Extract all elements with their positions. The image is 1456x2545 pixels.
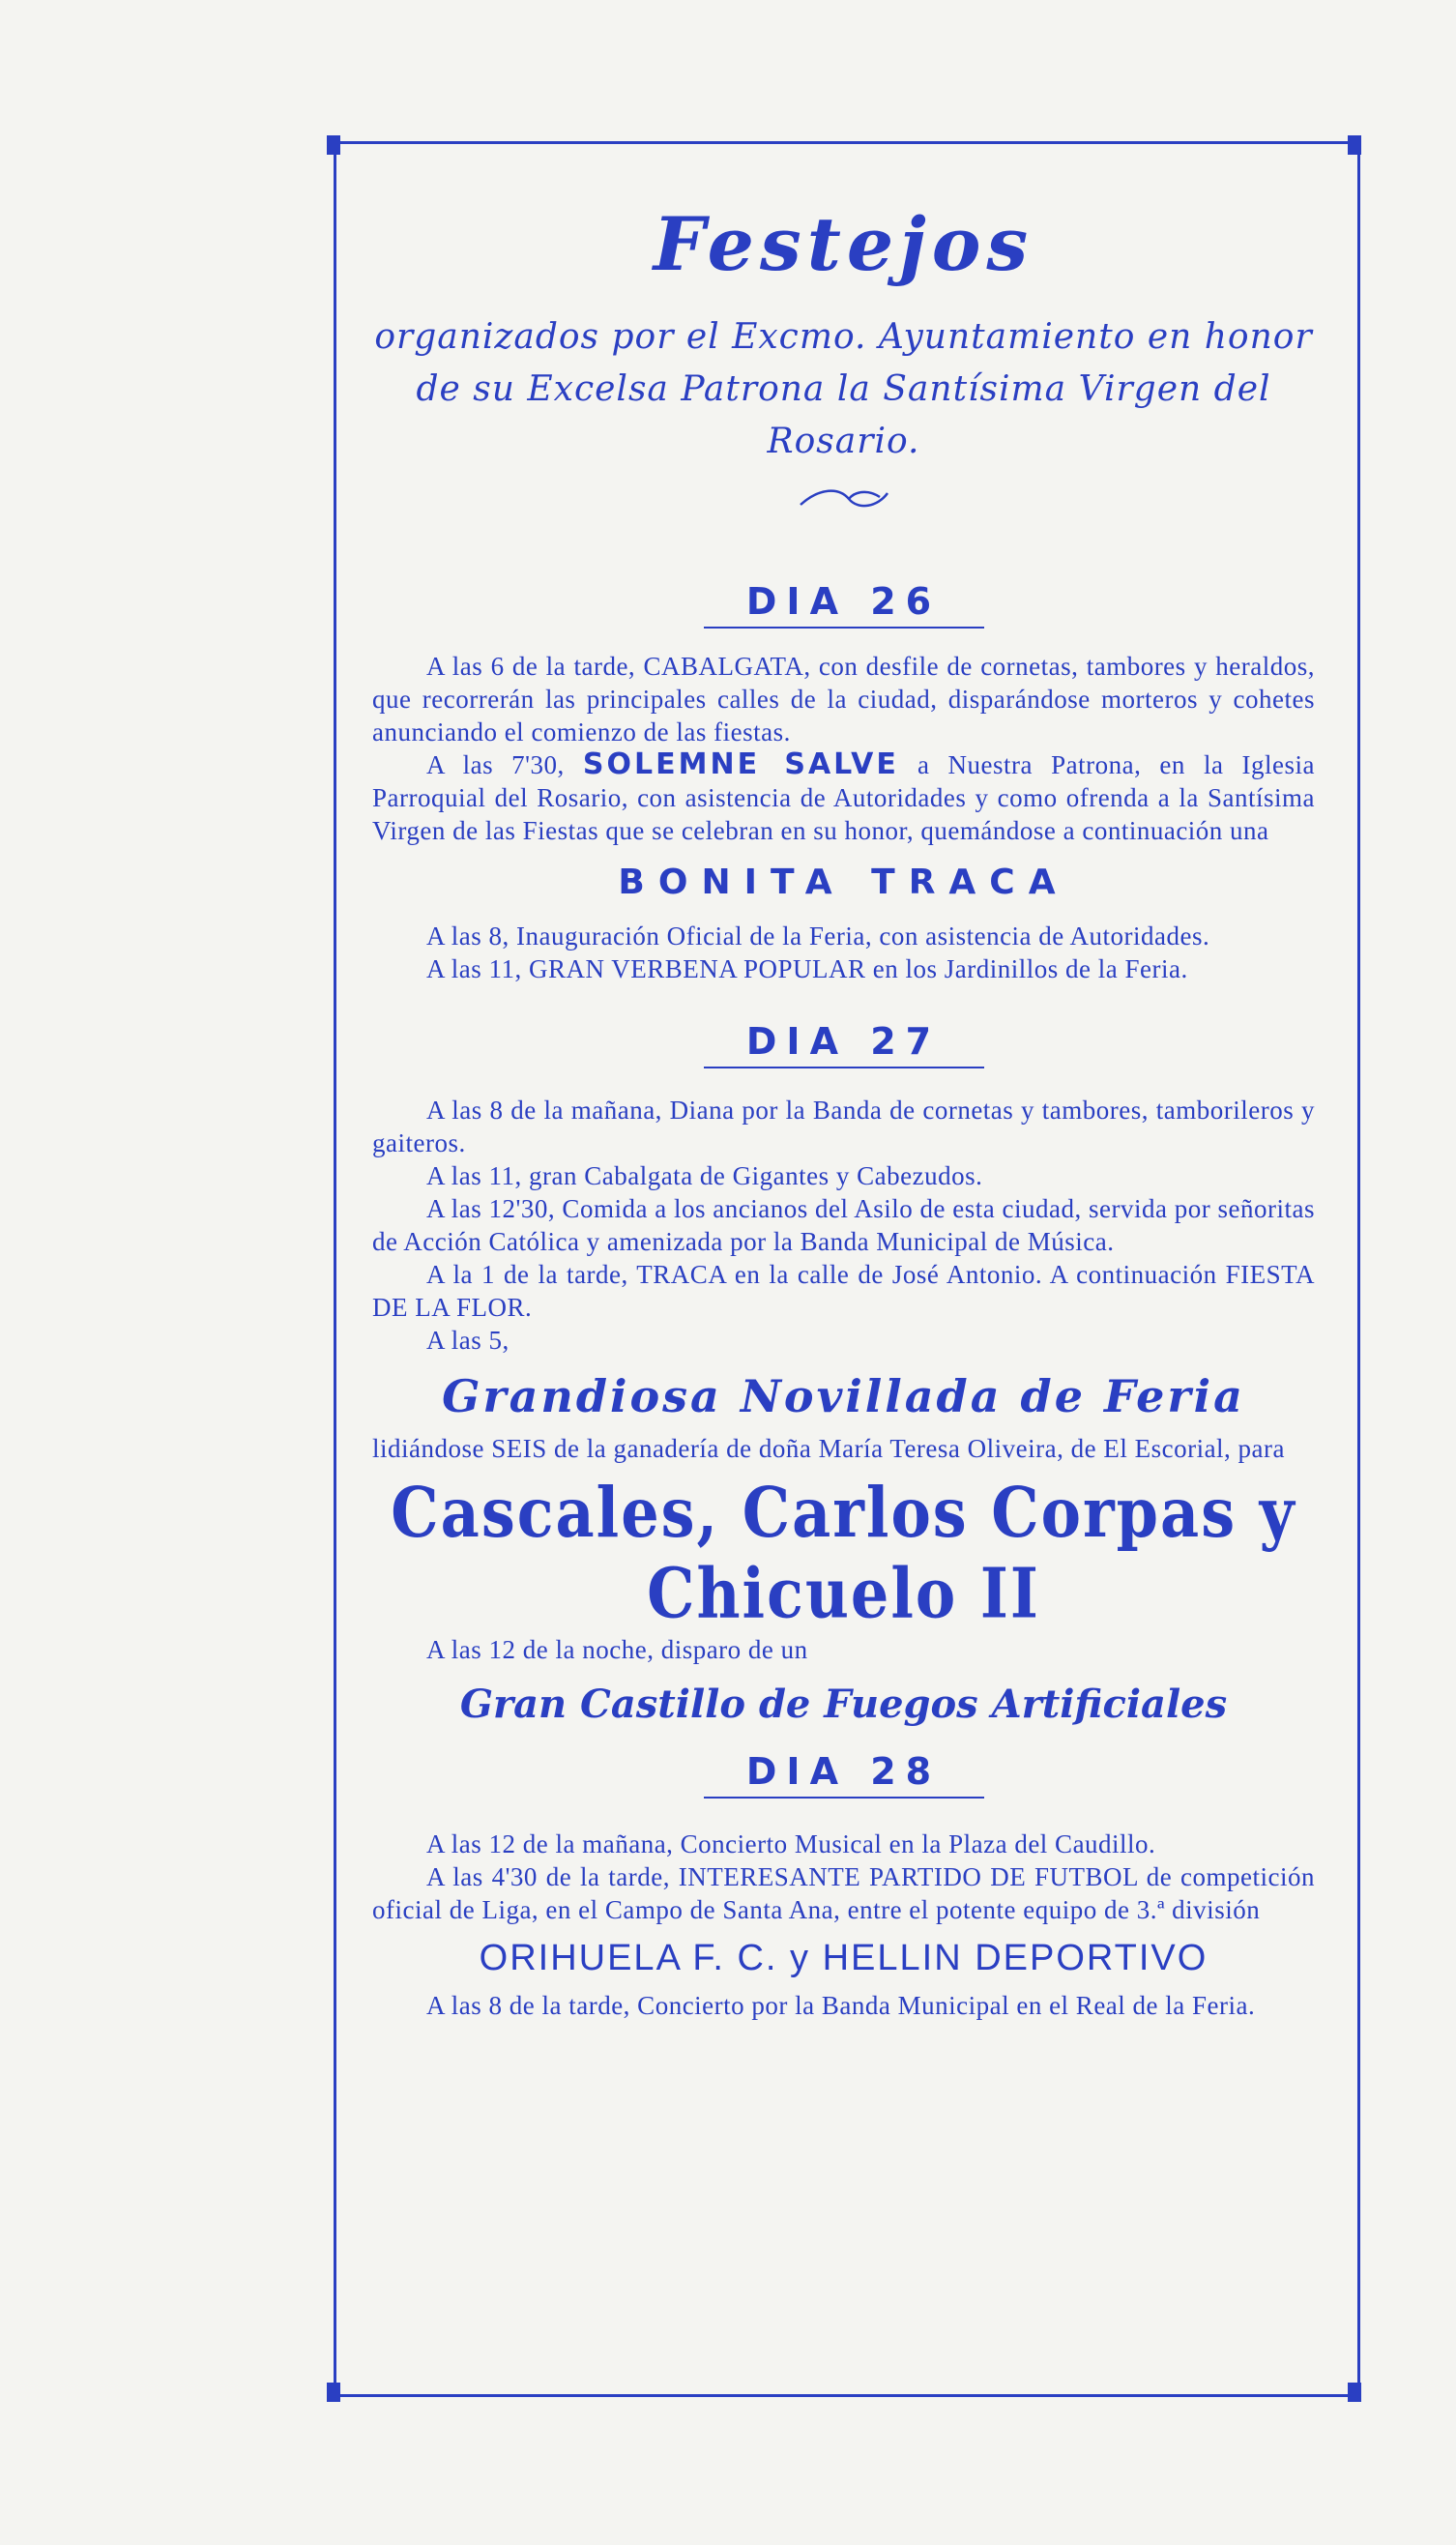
corner-ornament-bottom-left: [327, 2383, 340, 2402]
day-27-diana: A las 8 de la mañana, Diana por la Banda de cornetas y tambores, tamborileros y gaiteros.: [372, 1096, 1315, 1157]
day-26-salve: [372, 748, 1315, 847]
day-27-gigantes: A las 11, gran Cabalgata de Gigantes y Cabezudos.: [426, 1161, 983, 1190]
day-28-concierto: A las 12 de la mañana, Concierto Musical en la Plaza del Caudillo.: [426, 1829, 1156, 1858]
day-26-heading: DIA 26: [745, 580, 942, 623]
flourish-ornament: [372, 478, 1315, 545]
day-28-section: [372, 1750, 1315, 2022]
novillada-banner: Grandiosa Novillada de Feria: [442, 1370, 1245, 1422]
castillo-banner: Gran Castillo de Fuegos Artificiales: [459, 1682, 1228, 1727]
day-27-heading: DIA 27: [745, 1020, 942, 1063]
day-27-comida: A las 12'30, Comida a los ancianos del Asilo de esta ciudad, servida por señoritas de Acción Católica y amenizada por la Banda Municipal de Música.: [372, 1194, 1315, 1256]
day-28-heading: DIA 28: [745, 1750, 942, 1793]
salve-highlight: SOLEMNE SALVE: [582, 747, 899, 781]
intro-text: organizados por el Excmo. Ayuntamiento en honor de su Excelsa Patrona la Santísima Virgen del Rosario.: [374, 317, 1313, 461]
corner-ornament-top-left: [327, 135, 340, 155]
day-28-futbol: A las 4'30 de la tarde, INTERESANTE PARTIDO DE FUTBOL de competición oficial de Liga, en el Campo de Santa Ana, entre el potente equipo de 3.ª división: [372, 1862, 1315, 1924]
corner-ornament-top-right: [1348, 135, 1361, 155]
day-27-section: [372, 1020, 1315, 1727]
partido-banner: ORIHUELA F. C. y HELLIN DEPORTIVO: [479, 1938, 1208, 1978]
day-28-concierto-real: A las 8 de la tarde, Concierto por la Banda Municipal en el Real de la Feria.: [426, 1991, 1256, 2020]
page-title: Festejos: [653, 201, 1034, 287]
day-27-five: A las 5,: [426, 1326, 510, 1355]
day-26-inauguracion: A las 8, Inauguración Oficial de la Feria, con asistencia de Autoridades.: [426, 921, 1210, 951]
day-26-verbena: A las 11, GRAN VERBENA POPULAR en los Jardinillos de la Feria.: [426, 954, 1188, 983]
day-26-section: [372, 580, 1315, 985]
program-content: [372, 184, 1315, 2022]
flourish-icon: [791, 478, 897, 516]
day-27-noche: A las 12 de la noche, disparo de un: [426, 1635, 808, 1664]
toreros-banner: Cascales, Carlos Corpas y Chicuelo II: [391, 1472, 1296, 1634]
day-27-ganaderia: lidiándose SEIS de la ganadería de doña María Teresa Oliveira, de El Escorial, para: [372, 1434, 1286, 1463]
day-26-cabalgata: A las 6 de la tarde, CABALGATA, con desfile de cornetas, tambores y heraldos, que recorrerán las principales calles de la ciudad, disparándose morteros y cohetes anunciando el comienzo de las fiestas.: [372, 652, 1315, 746]
day-27-traca: A la 1 de la tarde, TRACA en la calle de José Antonio. A continuación FIESTA DE LA FLOR.: [372, 1260, 1315, 1322]
salve-time: A las 7'30,: [426, 750, 565, 779]
bonita-traca-banner: BONITA TRACA: [618, 863, 1069, 902]
corner-ornament-bottom-right: [1348, 2383, 1361, 2402]
salve-text: a Nuestra Patrona, en la Iglesia Parroquial del Rosario, con asistencia de Autoridades y como ofrenda a la Santísima Virgen de las Fiestas que se celebran en su honor, quemándose a continuación una: [372, 750, 1316, 845]
